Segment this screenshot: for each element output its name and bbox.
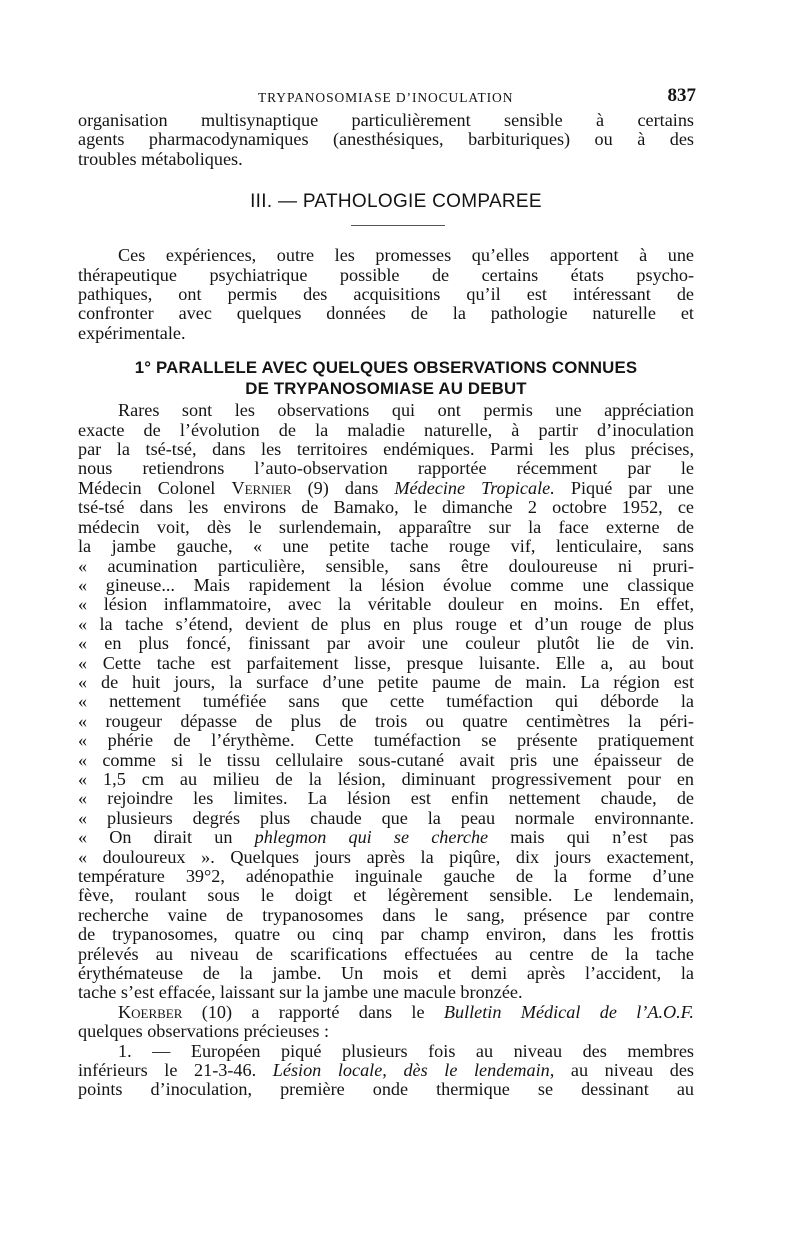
page-number: 837 (667, 85, 696, 106)
section-heading: III. — PATHOLOGIE COMPAREE (250, 191, 542, 213)
text-line: expérimentale. (78, 323, 186, 343)
text-line: « gineuse... Mais rapidement la lésion évolue comme une classique (78, 575, 694, 595)
text-line: prélevés au niveau de scarifications effectuées au centre de la tache (78, 944, 694, 964)
text-line: tache s’est effacée, laissant sur la jambe une macule bronzée. (78, 983, 523, 1003)
text-line: quelques observations précieuses : (78, 1022, 330, 1042)
text-run: au niveau des (554, 1061, 694, 1081)
text-line: par la tsé-tsé, dans les territoires endémiques. Parmi les plus précises, (78, 440, 694, 460)
text-line: médecin voit, dès le surlendemain, apparaître sur la face externe de (78, 517, 694, 537)
text-line: confronter avec quelques données de la pathologie naturelle et (78, 304, 694, 324)
author-name: Vernier (231, 478, 292, 498)
text-line: agents pharmacodynamiques (anesthésiques, barbituriques) ou à des (78, 130, 694, 150)
text-line: température 39°2, adénopathie inguinale gauche de la forme d’une (78, 867, 694, 886)
page (78, 85, 694, 1100)
text-line: « phérie de l’érythème. Cette tuméfaction se présente pratiquement (78, 731, 694, 751)
text-line: « de huit jours, la surface d’une petite paume de main. La région est (78, 672, 694, 692)
text-line: la jambe gauche, « une petite tache rouge vif, lenticulaire, sans (78, 537, 694, 557)
journal-title: Bulletin Médical de l’A.O.F. (443, 1002, 694, 1022)
text-line: « 1,5 cm au milieu de la lésion, diminuant progressivement pour en (78, 769, 694, 789)
text-line: points d’inoculation, première onde thermique se dessinant au (78, 1080, 694, 1100)
subsection-heading-line: 1° PARALLELE AVEC QUELQUES OBSERVATIONS CONNUES (134, 358, 638, 378)
text-line (78, 1003, 694, 1022)
text-line: de trypanosomes, quatre ou cinq par champ environ, dans les frottis (78, 925, 694, 945)
author-name: Koerber (118, 1002, 183, 1022)
observation-paragraph (78, 401, 694, 1003)
text-line: pathiques, ont permis des acquisitions qu’il est intéressant de (78, 285, 694, 305)
italic-phrase: phlegmon qui se cherche (254, 828, 489, 848)
text-run: inférieurs le 21-3-46. (78, 1061, 273, 1081)
text-run: (9) dans (291, 478, 395, 498)
text-line: « comme si le tissu cellulaire sous-cutané avait pris une épaisseur de (78, 750, 694, 770)
text-run: (10) a rapporté dans le (182, 1002, 444, 1022)
subsection-heading-line: DE TRYPANOSOMIASE AU DEBUT (245, 379, 527, 399)
text-line: « acumination particulière, sensible, sans être douloureuse ni pruri- (78, 556, 694, 576)
text-line (78, 828, 694, 847)
text-line: Rares sont les observations qui ont permis une appréciation (118, 401, 694, 421)
text-run: Médecin Colonel (78, 478, 232, 498)
running-title: TRYPANOSOMIASE D’INOCULATION (258, 90, 514, 105)
subsection-heading (78, 357, 694, 399)
text-line: « lésion inflammatoire, avec la véritable douleur en moins. En effet, (78, 595, 694, 615)
section-paragraph (78, 246, 694, 343)
text-line: érythémateuse de la jambe. Un mois et demi après l’accident, la (78, 964, 694, 984)
text-line: recherche vaine de trypanosomes dans le sang, présence par contre (78, 905, 694, 925)
text-line: tsé-tsé dans les environs de Bamako, le dimanche 2 octobre 1952, ce (78, 498, 694, 518)
text-line: « Cette tache est parfaitement lisse, presque luisante. Elle a, au bout (78, 653, 694, 673)
text-line: fève, roulant sous le doigt et légèrement sensible. Le lendemain, (78, 886, 694, 906)
text-line: « douloureux ». Quelques jours après la piqûre, dix jours exactement, (78, 847, 694, 867)
journal-title: Médecine Tropicale. (394, 478, 555, 498)
text-line: exacte de l’évolution de la maladie naturelle, à partir d’inoculation (78, 420, 694, 440)
intro-paragraph (78, 111, 694, 169)
text-line: « nettement tuméfiée sans que cette tuméfaction qui déborde la (78, 692, 694, 712)
text-line: 1. — Européen piqué plusieurs fois au niveau des membres (118, 1041, 694, 1061)
text-line: « rougeur dépasse de plus de trois ou quatre centimètres la péri- (78, 711, 694, 731)
text-line: nous retiendrons l’auto-observation rapportée récemment par le (78, 459, 694, 479)
text-line: « la tache s’étend, devient de plus en plus rouge et d’un rouge de plus (78, 614, 694, 634)
text-line: thérapeutique psychiatrique possible de certains états psycho- (78, 265, 694, 285)
text-run: mais qui n’est pas (488, 828, 694, 848)
text-run: Piqué par une (554, 478, 694, 498)
text-line: « plusieurs degrés plus chaude que la peau normale environnante. (78, 808, 694, 828)
text-line: « en plus foncé, finissant par avoir une couleur plutôt lie de vin. (78, 634, 694, 654)
text-line: « rejoindre les limites. La lésion est enfin nettement chaude, de (78, 789, 694, 809)
text-line (78, 1061, 694, 1080)
italic-phrase: Lésion locale, dès le lendemain, (272, 1061, 555, 1081)
case-paragraph (78, 1042, 694, 1100)
koerber-paragraph (78, 1003, 694, 1042)
text-line (78, 479, 694, 498)
running-head (78, 85, 694, 111)
text-line: troubles métaboliques. (78, 149, 243, 169)
text-line: organisation multisynaptique particulièrement sensible à certains (78, 111, 694, 130)
text-run: « On dirait un (78, 828, 255, 848)
text-line: Ces expériences, outre les promesses qu’elles apportent à une (118, 246, 694, 266)
section-divider (351, 225, 445, 226)
